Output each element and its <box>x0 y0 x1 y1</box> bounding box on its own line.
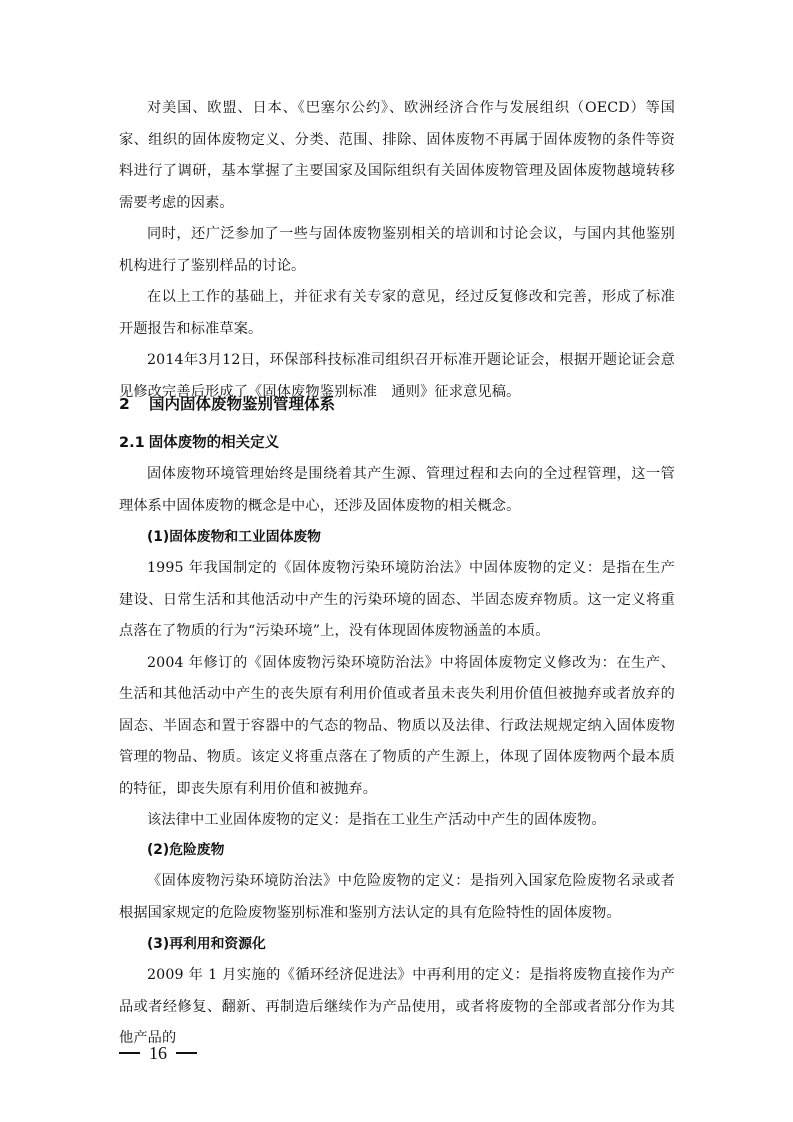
section-2-title: 国内固体废物鉴别管理体系 <box>149 395 336 413</box>
section-2-1-heading <box>119 431 279 455</box>
intro-paragraph-3: 在以上工作的基础上，并征求有关专家的意见，经过反复修改和完善，形成了标准开题报告和标准草案。 <box>119 289 675 337</box>
intro-paragraph-4: 2014年3月12日，环保部科技标准司组织召开标准开题论证会，根据开题论证会意见修改完善后形成了《固体废物鉴别标准 通则》征求意见稿。 <box>119 352 675 400</box>
subsection-1-body <box>119 553 675 837</box>
section-2-1-title: 固体废物的相关定义 <box>148 435 280 451</box>
subsection-1-paragraph-1: 1995 年我国制定的《固体废物污染环境防治法》中固体废物的定义：是指在生产建设、日常生活和其他活动中产生的污染环境的固态、半固态废弃物质。这一定义将重点落在了物质的行为“污染环境”上，没有体现固体废物涵盖的本质。 <box>119 560 675 639</box>
intro-paragraph-1: 对美国、欧盟、日本、《巴塞尔公约》、欧洲经济合作与发展组织（OECD）等国家、组织的固体废物定义、分类、范围、排除、固体废物不再属于固体废物的条件等资料进行了调研，基本掌握了主要国家及国际组织有关固体废物管理及固体废物越境转移需要考虑的因素。 <box>119 100 675 211</box>
intro-block <box>119 93 675 408</box>
intro-paragraph-2: 同时，还广泛参加了一些与固体废物鉴别相关的培训和讨论会议，与国内其他鉴别机构进行了鉴别样品的讨论。 <box>119 226 675 274</box>
section-2-1-body <box>119 459 675 522</box>
section-2-1-number: 2.1 <box>119 435 145 451</box>
subsection-1-paragraph-3: 该法律中工业固体废物的定义：是指在工业生产活动中产生的固体废物。 <box>147 812 606 828</box>
subsection-1-heading: (1)固体废物和工业固体废物 <box>147 529 321 545</box>
section-2-1-paragraph: 固体废物环境管理始终是围绕着其产生源、管理过程和去向的全过程管理，这一管理体系中固体废物的概念是中心，还涉及固体废物的相关概念。 <box>119 466 675 514</box>
subsection-2-heading: (2)危险废物 <box>147 842 225 858</box>
subsection-3-heading: (3)再利用和资源化 <box>147 936 266 952</box>
footer-dash-right <box>176 1052 197 1053</box>
subsection-3-body <box>119 960 675 1055</box>
page-footer <box>119 1040 197 1066</box>
subsection-3-paragraph: 2009 年 1 月实施的《循环经济促进法》中再利用的定义：是指将废物直接作为产品或者经修复、翻新、再制造后继续作为产品使用，或者将废物的全部或者部分作为其他产品的 <box>119 967 675 1046</box>
section-2-number: 2 <box>119 395 130 413</box>
subsection-2-paragraph: 《固体废物污染环境防治法》中危险废物的定义：是指列入国家危险废物名录或者根据国家规定的危险废物鉴别标准和鉴别方法认定的具有危险特性的固体废物。 <box>119 873 675 921</box>
footer-dash-left <box>119 1052 140 1053</box>
subsection-1-paragraph-2: 2004 年修订的《固体废物污染环境防治法》中将固体废物定义修改为：在生产、生活和其他活动中产生的丧失原有利用价值或者虽未丧失利用价值但被抛弃或者放弃的固态、半固态和置于容器中的气态的物品、物质以及法律、行政法规规定纳入固体废物管理的物品、物质。该定义将重点落在了物质的产生源上，体现了固体废物两个最本质的特征，即丧失原有利用价值和被抛弃。 <box>119 654 675 797</box>
subsection-2-body <box>119 866 675 929</box>
page-number: 16 <box>149 1043 167 1063</box>
section-2-heading <box>119 392 335 416</box>
